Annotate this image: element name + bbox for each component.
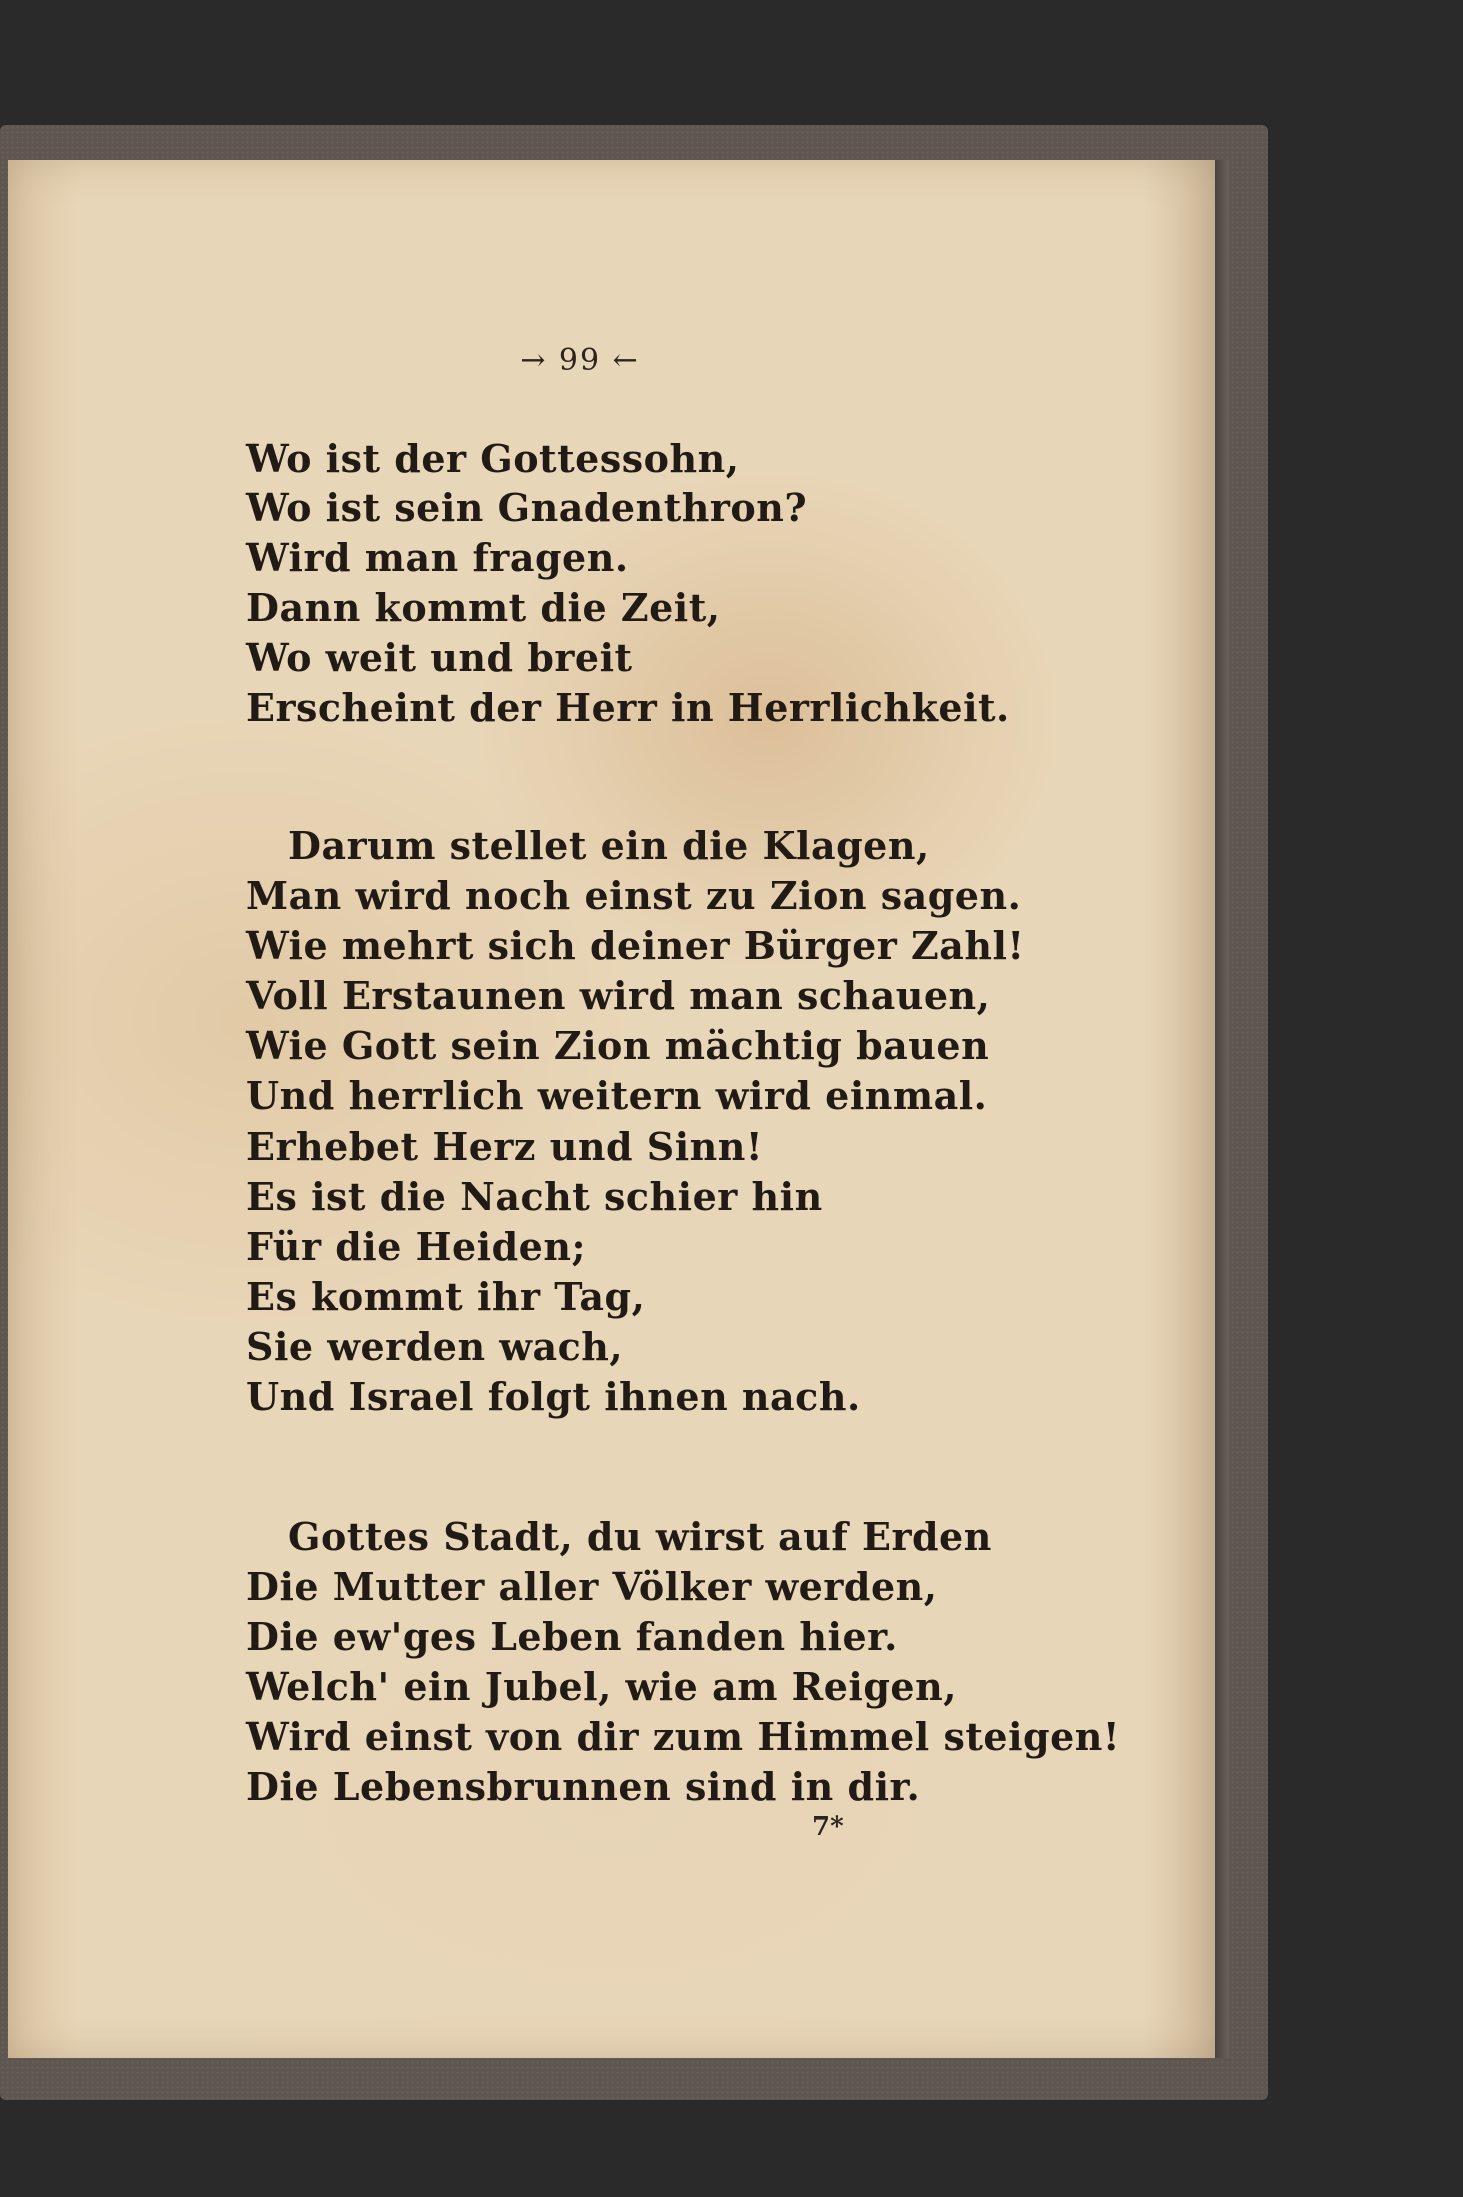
signature-mark: 7* (812, 1812, 844, 1842)
poem-line: Die ew'ges Leben fanden hier. (246, 1614, 898, 1659)
poem-line: Für die Heiden; (246, 1224, 587, 1269)
poem-line: Es kommt ihr Tag, (246, 1274, 646, 1319)
page-number-header: → 99 ← (520, 343, 640, 378)
poem-line: Wo ist der Gottessohn, (246, 436, 740, 481)
poem-line: Die Lebensbrunnen sind in dir. (246, 1764, 921, 1809)
poem-line: Erscheint der Herr in Herrlichkeit. (246, 685, 1010, 730)
poem-line: Die Mutter aller Völker werden, (246, 1564, 938, 1609)
poem-line: Sie werden wach, (246, 1324, 624, 1369)
poem-line: Wie mehrt sich deiner Bürger Zahl! (246, 923, 1025, 968)
poem-line: Darum stellet ein die Klagen, (288, 823, 930, 868)
poem-line: Dann kommt die Zeit, (246, 585, 721, 630)
poem-line: Wird man fragen. (246, 535, 629, 580)
poem-line: Wird einst von dir zum Himmel steigen! (246, 1714, 1121, 1759)
poem-line: Wo ist sein Gnadenthron? (246, 485, 808, 530)
poem-line: Erhebet Herz und Sinn! (246, 1124, 764, 1169)
poem-line: Voll Erstaunen wird man schauen, (246, 973, 991, 1018)
poem-line: Man wird noch einst zu Zion sagen. (246, 873, 1022, 918)
poem-line: Wo weit und breit (246, 635, 633, 680)
poem-line: Welch' ein Jubel, wie am Reigen, (246, 1664, 957, 1709)
poem-line: Und herrlich weitern wird einmal. (246, 1073, 988, 1118)
poem-line: Und Israel folgt ihnen nach. (246, 1374, 861, 1419)
book-spine-edge (1215, 160, 1229, 2058)
poem-line: Wie Gott sein Zion mächtig bauen (246, 1023, 990, 1068)
poem-line: Gottes Stadt, du wirst auf Erden (288, 1514, 992, 1559)
poem-line: Es ist die Nacht schier hin (246, 1174, 823, 1219)
